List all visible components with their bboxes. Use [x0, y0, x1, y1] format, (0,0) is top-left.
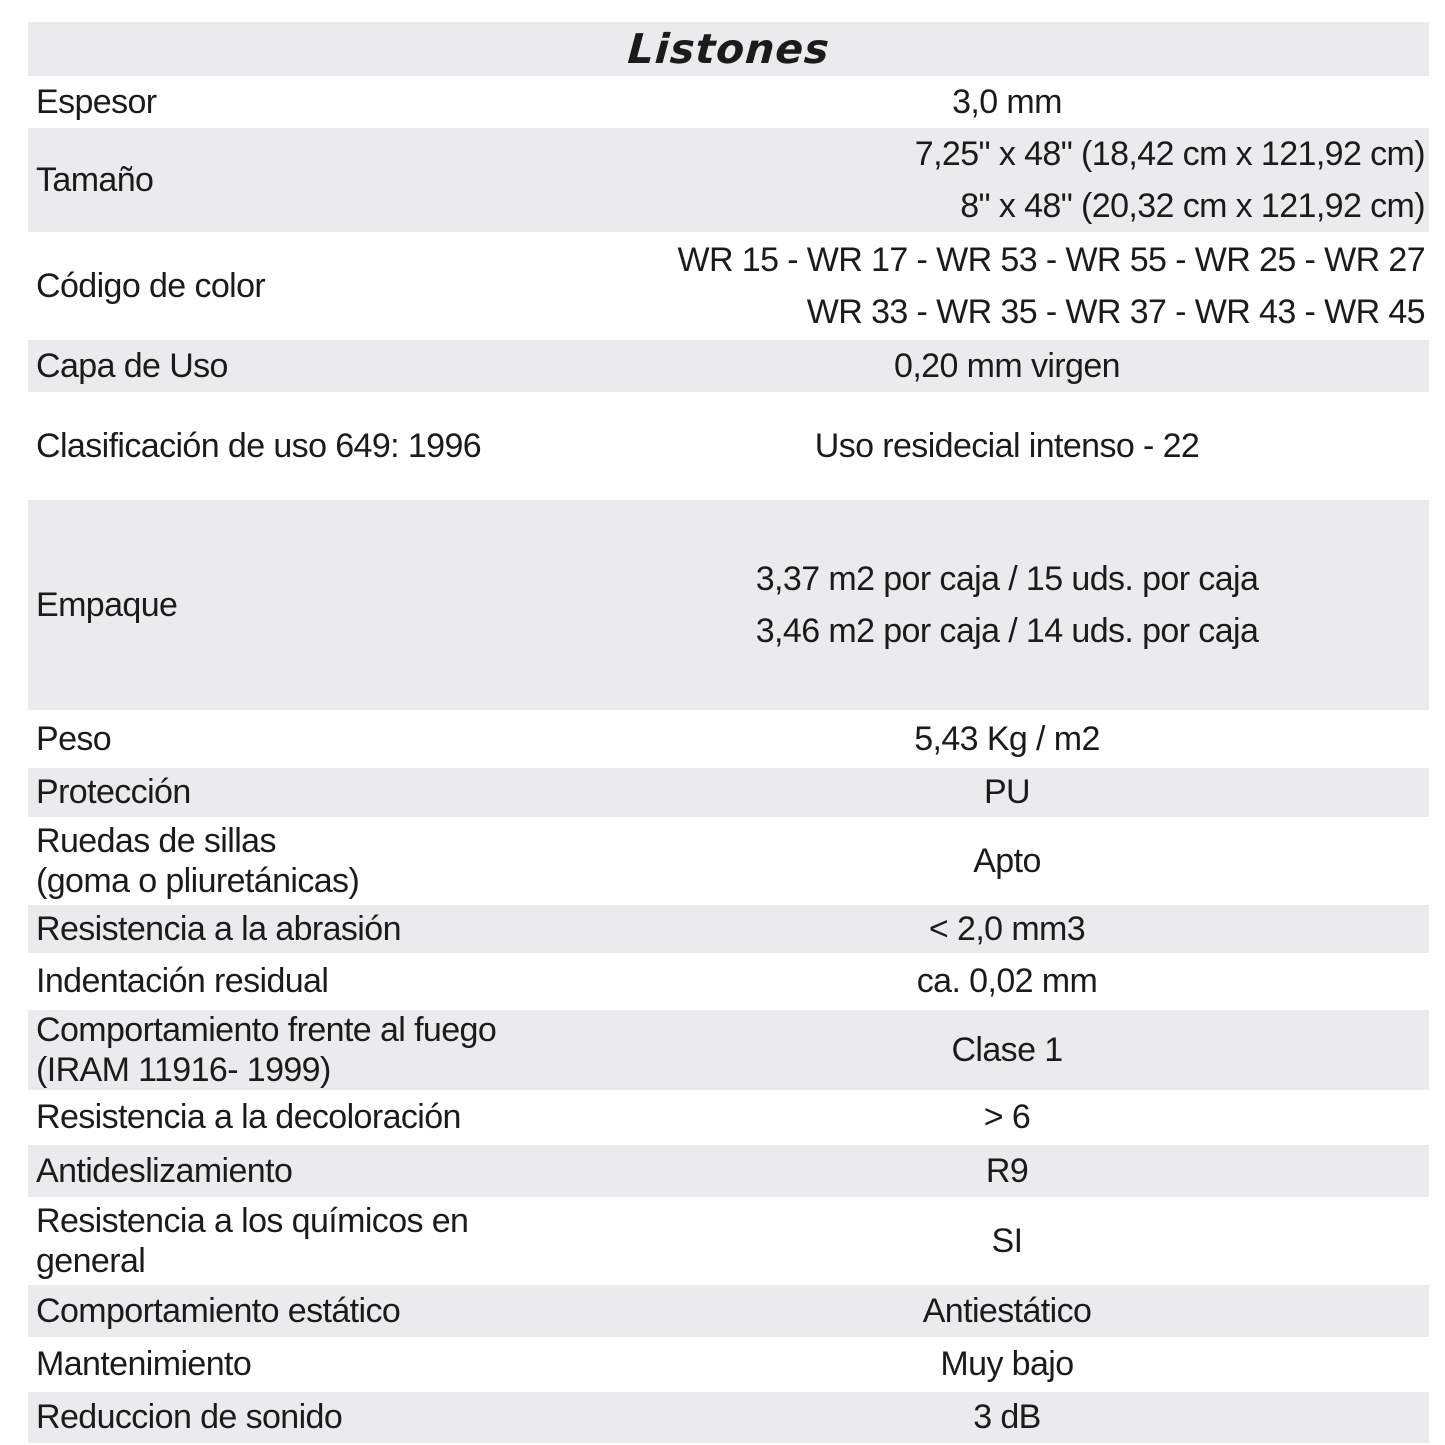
spec-label: [28, 585, 585, 625]
row-ruedas-de-sillas: [28, 817, 1429, 905]
row-empaque: [28, 500, 1429, 710]
spec-value-line: Antiestático: [922, 1291, 1092, 1330]
spec-value: [585, 841, 1429, 880]
spec-value: [585, 134, 1429, 225]
row-proteccion: [28, 768, 1429, 817]
spec-label: [28, 1397, 585, 1437]
row-peso: [28, 710, 1429, 768]
spec-label: [28, 1097, 585, 1137]
spec-label-line: Antideslizamiento: [36, 1151, 293, 1190]
row-mantenimiento: [28, 1337, 1429, 1392]
spec-label: [28, 821, 585, 901]
spec-value-line: 5,43 Kg / m2: [914, 719, 1100, 758]
spec-label: [28, 772, 585, 812]
spec-value-line: 3,0 mm: [952, 82, 1062, 121]
spec-label-line: Código de color: [36, 266, 266, 305]
spec-label-line: (goma o pliuretánicas): [36, 862, 360, 900]
spec-value: [585, 1100, 1429, 1135]
spec-label: [28, 719, 585, 759]
spec-value: [585, 1151, 1429, 1190]
table-title: Listones: [625, 25, 832, 73]
spec-label: [28, 961, 585, 1001]
spec-value-line: 7,25" x 48" (18,42 cm x 121,92 cm): [914, 134, 1425, 173]
spec-label-line: Resistencia a los químicos en: [36, 1201, 469, 1240]
spec-label: [28, 1201, 585, 1281]
spec-value-line: 8" x 48" (20,32 cm x 121,92 cm): [960, 186, 1425, 225]
spec-value: [585, 1291, 1429, 1330]
spec-label-line: Resistencia a la abrasión: [36, 909, 401, 948]
spec-label-line: general: [36, 1242, 146, 1280]
row-clasificacion-de-uso: [28, 392, 1429, 500]
spec-label-line: Mantenimiento: [36, 1345, 252, 1384]
spec-label-line: Clasificación de uso 649: 1996: [36, 426, 482, 465]
spec-label: [28, 1291, 585, 1331]
spec-value: [585, 240, 1429, 331]
row-resistencia-quimicos: [28, 1197, 1429, 1285]
spec-value: [585, 909, 1429, 948]
row-resistencia-decoloracion: [28, 1090, 1429, 1145]
spec-value: [585, 775, 1429, 810]
spec-label-line: Reduccion de sonido: [36, 1398, 343, 1437]
spec-label-line: Comportamiento frente al fuego: [36, 1010, 497, 1049]
spec-value: [585, 559, 1429, 650]
spec-label-line: Peso: [36, 719, 112, 758]
spec-label: [28, 1151, 585, 1191]
spec-label-line: Espesor: [36, 82, 157, 121]
spec-value: [585, 1400, 1429, 1435]
spec-value-line: ca. 0,02 mm: [916, 962, 1098, 1000]
row-resistencia-abrasion: [28, 905, 1429, 953]
spec-value-line: 0,20 mm virgen: [894, 346, 1120, 385]
spec-value-line: 3 dB: [973, 1398, 1041, 1436]
spec-label: [28, 160, 585, 200]
spec-value-line: 3,37 m2 por caja / 15 uds. por caja: [755, 559, 1259, 598]
spec-value: [585, 1221, 1429, 1260]
spec-value: [585, 426, 1429, 465]
spec-label-line: Comportamiento estático: [36, 1291, 401, 1330]
spec-value-line: WR 15 - WR 17 - WR 53 - WR 55 - WR 25 - WR 27: [677, 240, 1425, 279]
spec-value: [585, 82, 1429, 121]
spec-value: [585, 964, 1429, 999]
spec-label: [28, 1010, 585, 1090]
row-codigo-de-color: [28, 232, 1429, 340]
spec-value-line: SI: [991, 1221, 1023, 1260]
spec-label-line: Indentación residual: [36, 962, 329, 1001]
spec-value-line: R9: [985, 1151, 1029, 1190]
row-espesor: [28, 76, 1429, 128]
spec-label-line: Resistencia a la decoloración: [36, 1098, 461, 1137]
spec-label: [28, 426, 585, 466]
row-reduccion-de-sonido: [28, 1392, 1429, 1443]
spec-label-line: Empaque: [36, 585, 178, 624]
spec-label-line: Capa de Uso: [36, 346, 228, 385]
spec-value-line: 3,46 m2 por caja / 14 uds. por caja: [755, 611, 1259, 650]
spec-value-line: < 2,0 mm3: [928, 909, 1086, 948]
spec-value: [585, 346, 1429, 385]
row-antideslizamiento: [28, 1145, 1429, 1197]
row-comportamiento-fuego: [28, 1010, 1429, 1090]
spec-label: [28, 346, 585, 386]
row-comportamiento-estatico: [28, 1285, 1429, 1337]
spec-label: [28, 909, 585, 949]
spec-label-line: (IRAM 11916- 1999): [36, 1051, 331, 1089]
spec-value-line: PU: [983, 773, 1031, 811]
spec-value-line: > 6: [983, 1098, 1031, 1136]
spec-label-line: Protección: [36, 773, 191, 812]
spec-label: [28, 82, 585, 122]
spec-value-line: Uso residecial intenso - 22: [814, 426, 1200, 465]
spec-label-line: Ruedas de sillas: [36, 821, 276, 860]
spec-table: [28, 22, 1429, 1443]
spec-value-line: Clase 1: [951, 1030, 1063, 1069]
spec-value-line: WR 33 - WR 35 - WR 37 - WR 43 - WR 45: [806, 292, 1425, 331]
spec-value: [585, 1347, 1429, 1382]
row-tamano: [28, 128, 1429, 232]
table-title-row: [28, 22, 1429, 76]
spec-value: [585, 1030, 1429, 1069]
row-capa-de-uso: [28, 340, 1429, 392]
row-indentacion-residual: [28, 953, 1429, 1010]
spec-value-line: Muy bajo: [940, 1345, 1074, 1383]
spec-label-line: Tamaño: [36, 160, 154, 199]
spec-value-line: Apto: [973, 841, 1041, 880]
spec-label: [28, 1344, 585, 1384]
spec-value: [585, 719, 1429, 758]
spec-label: [28, 266, 585, 306]
